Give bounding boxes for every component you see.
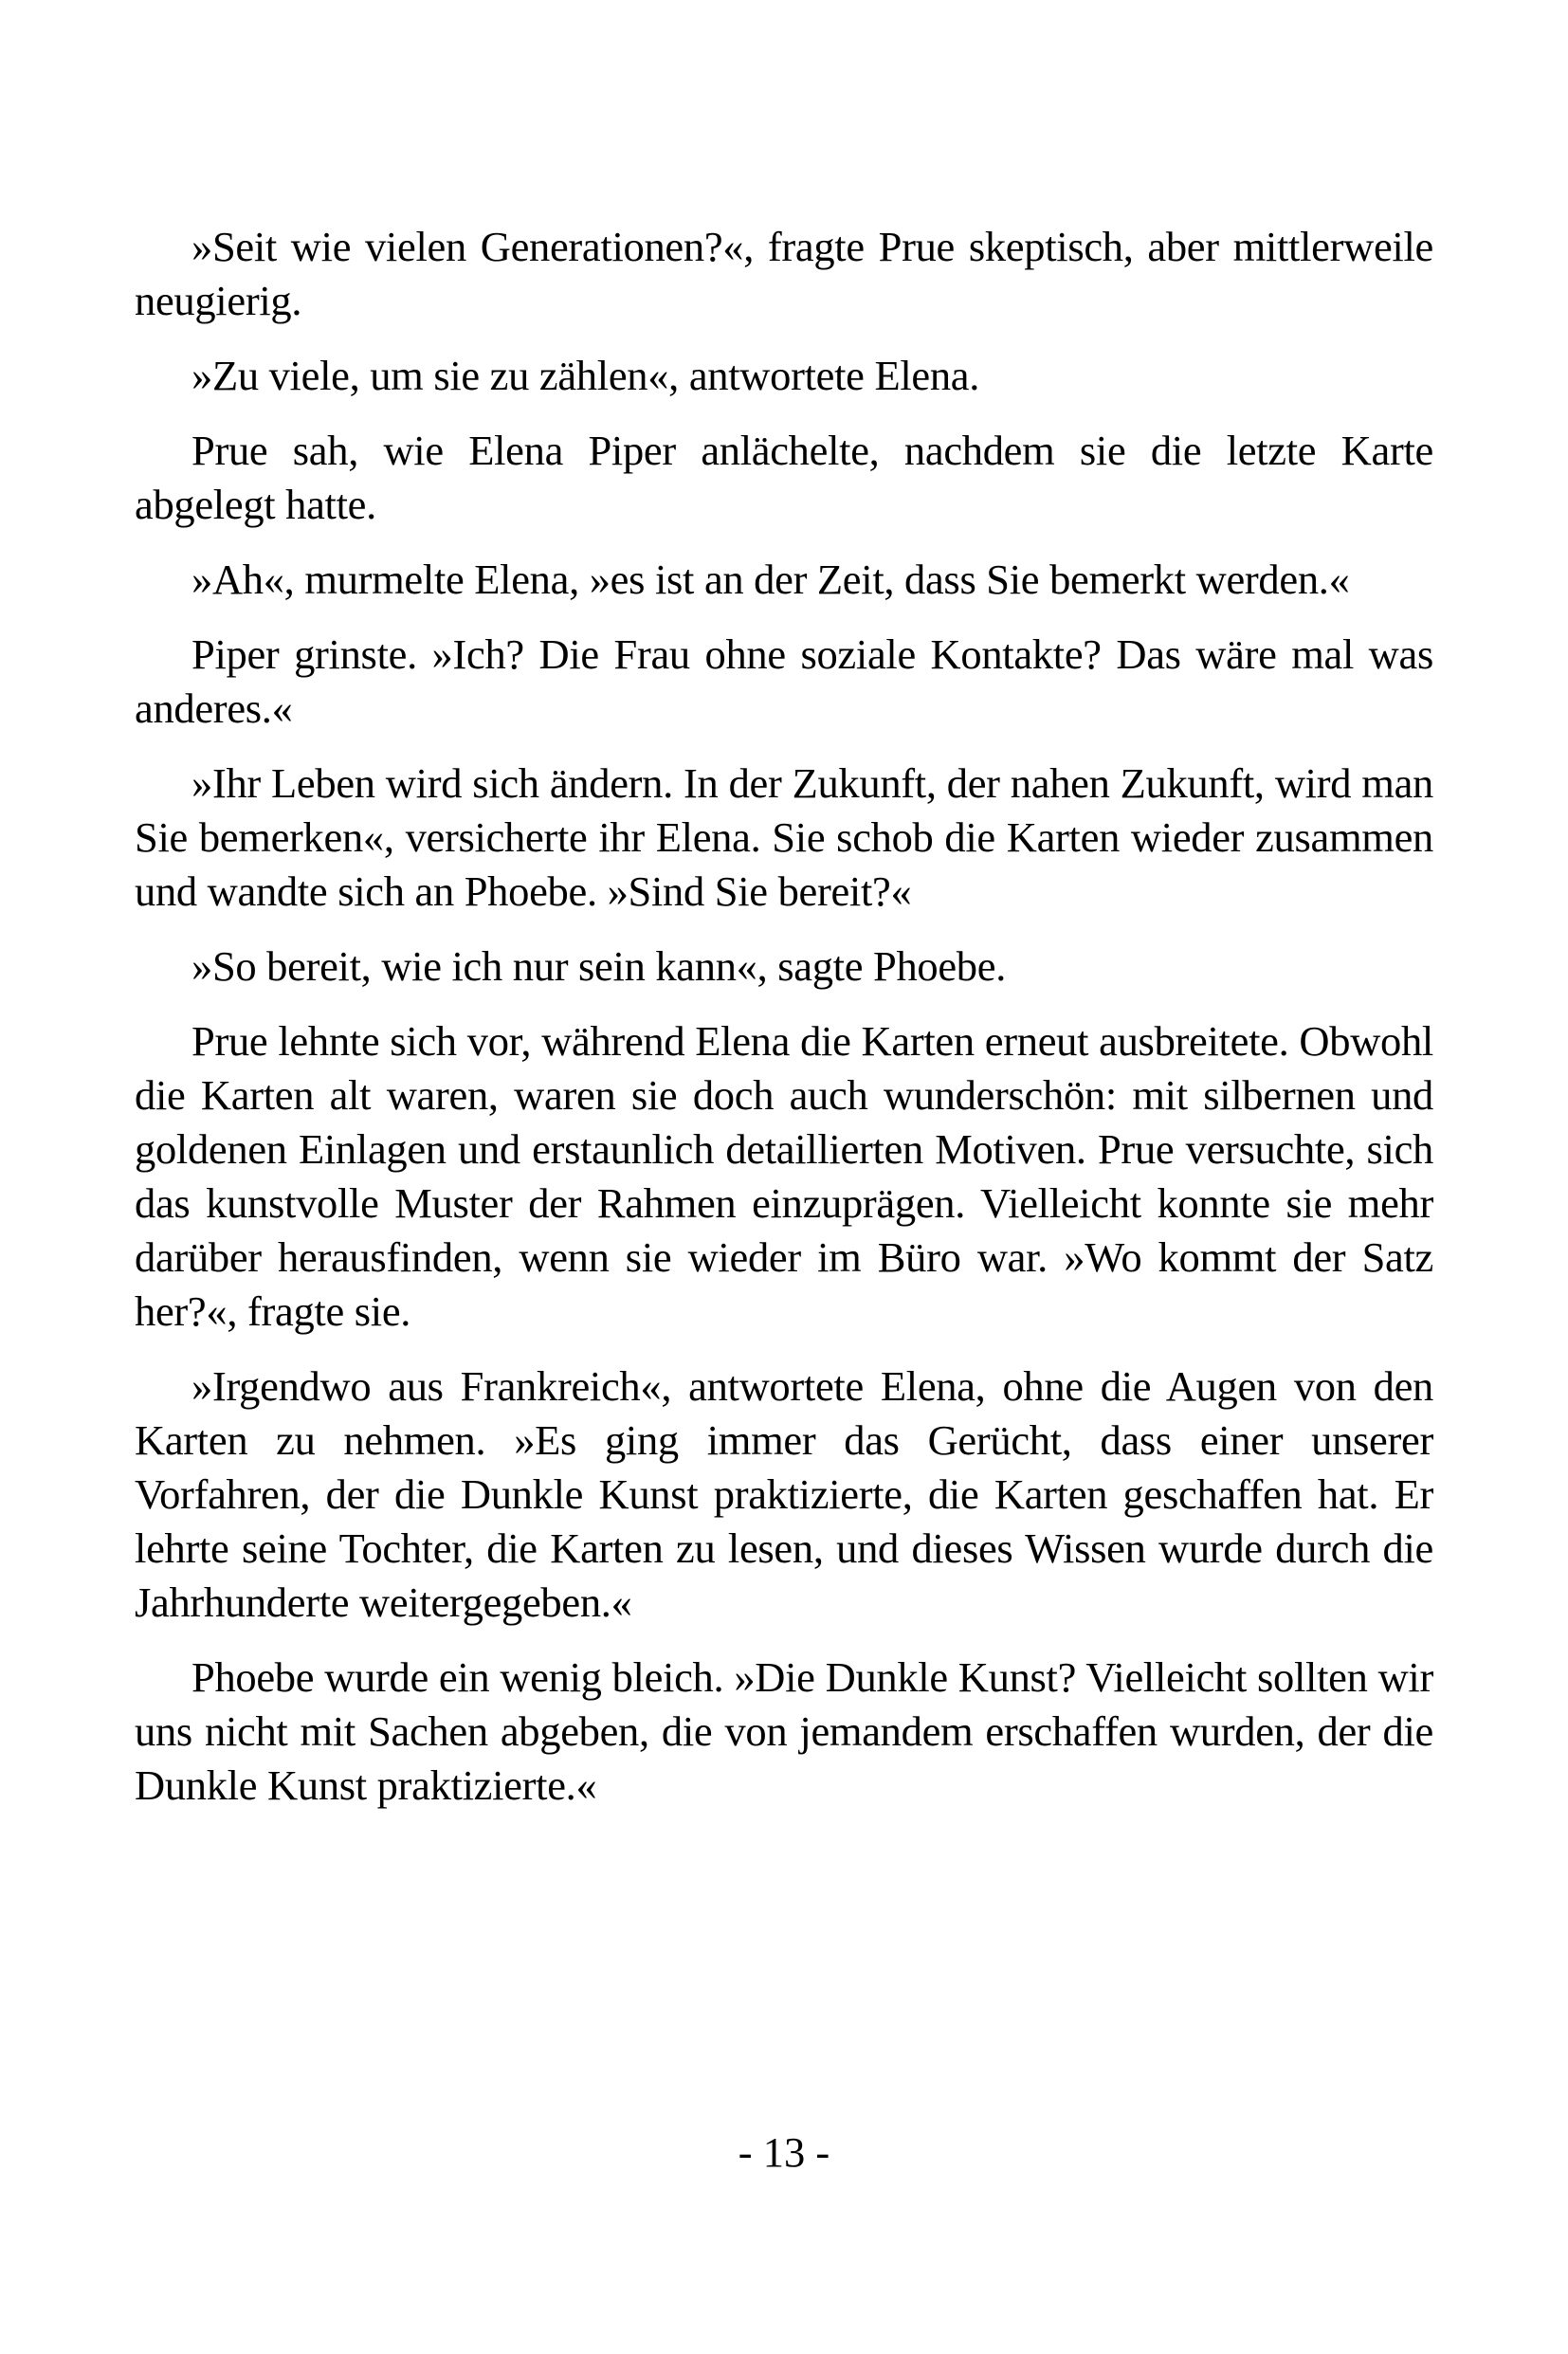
page-number: - 13 - [738,2128,830,2176]
paragraph: »Irgendwo aus Frankreich«, antwortete Elena, ohne die Augen von den Karten zu nehmen. »Es ging immer das Gerücht, dass einer unserer Vorfahren, der die Dunkle Kunst praktizierte, die Karten geschaffen hat. Er lehrte seine Tochter, die Karten zu lesen, und dieses Wissen wurde durch die Jahrhunderte weitergegeben.« [135,1362,1433,1626]
paragraph: Piper grinste. »Ich? Die Frau ohne soziale Kontakte? Das wäre mal was anderes.« [135,630,1433,732]
paragraph: »Seit wie vielen Generationen?«, fragte Prue skeptisch, aber mittlerweile neugierig. [135,223,1433,324]
paragraph: »Zu viele, um sie zu zählen«, antwortete Elena. [191,352,980,399]
paragraph: Prue lehnte sich vor, während Elena die Karten erneut ausbreitete. Obwohl die Karten alt waren, waren sie doch auch wunderschön: mit silbernen und goldenen Einlagen und erstaunlich detaillierten Motiven. Prue versuchte, sich das kunstvolle Muster der Rahmen einzuprägen. Vielleicht konnte sie mehr darüber herausfinden, wenn sie wieder im Büro war. »Wo kommt der Satz her?«, fragte sie. [135,1017,1433,1335]
paragraph: »Ihr Leben wird sich ändern. In der Zukunft, der nahen Zukunft, wird man Sie bemerken«, versicherte ihr Elena. Sie schob die Karten wieder zusammen und wandte sich an Phoebe. »Sind Sie bereit?« [135,759,1433,915]
paragraph: Phoebe wurde ein wenig bleich. »Die Dunkle Kunst? Vielleicht sollten wir uns nicht mit Sachen abgeben, die von jemandem erschaffen wurden, der die Dunkle Kunst praktizierte.« [135,1653,1433,1809]
page-body [135,220,1433,1834]
paragraph: »Ah«, murmelte Elena, »es ist an der Zeit, dass Sie bemerkt werden.« [191,556,1350,603]
paragraph: »So bereit, wie ich nur sein kann«, sagte Phoebe. [191,942,1007,990]
paragraph: Prue sah, wie Elena Piper anlächelte, nachdem sie die letzte Karte abgelegt hatte. [135,427,1433,528]
